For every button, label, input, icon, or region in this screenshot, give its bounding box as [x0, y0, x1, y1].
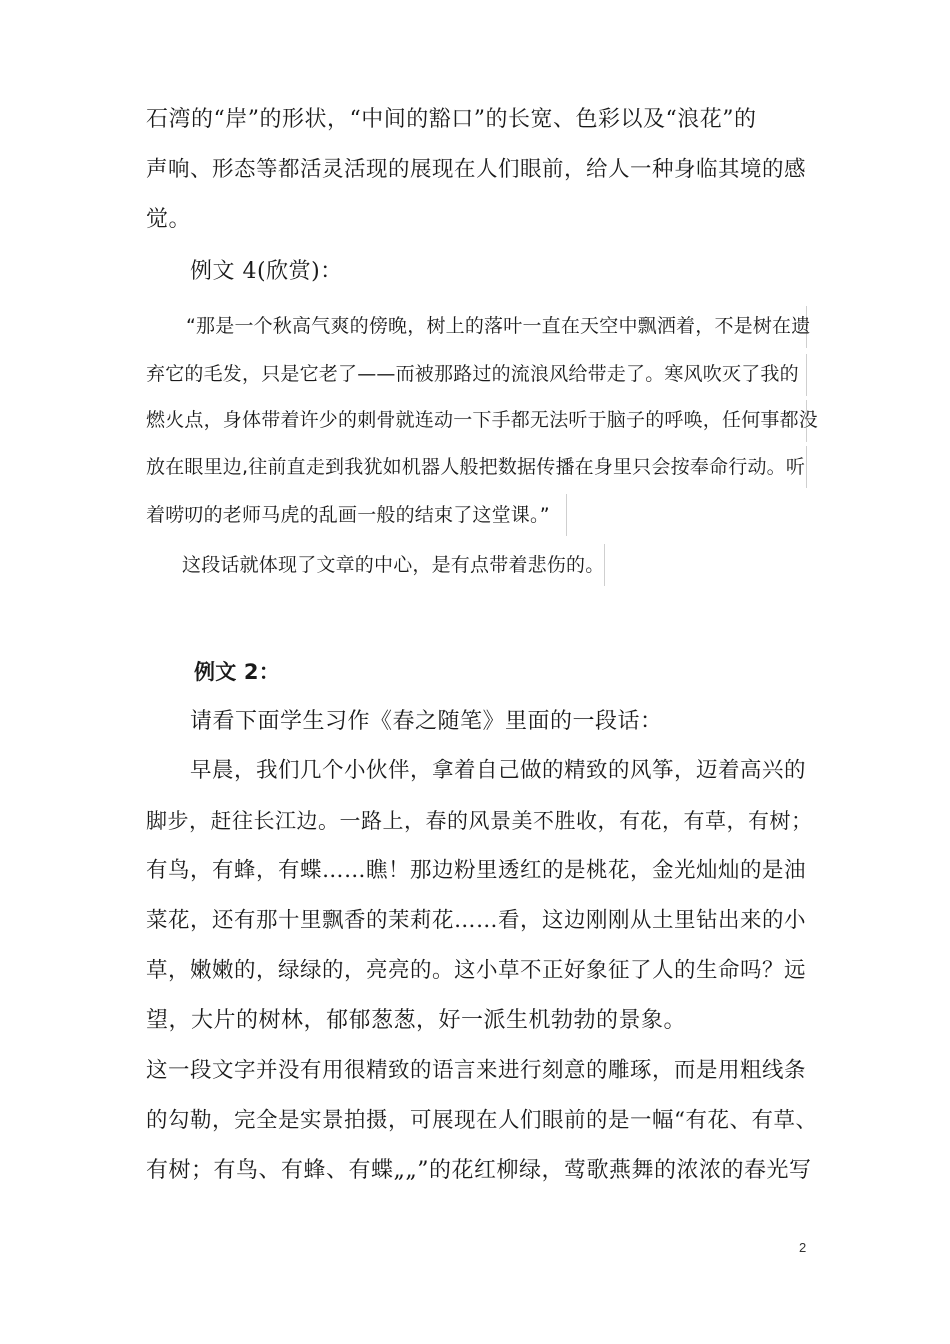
- essay-line: 早晨，我们几个小伙伴，拿着自己做的精致的风筝，迈着高兴的: [190, 758, 807, 783]
- paragraph-line: 觉。: [146, 207, 192, 232]
- example-2-heading: 例文 2：: [194, 660, 280, 684]
- example-2-intro: 请看下面学生习作《春之随笔》里面的一段话：: [190, 709, 663, 734]
- quote-line: 弃它的毛发，只是它老了——而被那路过的流浪风给带走了。寒风吹灭了我的: [146, 363, 799, 385]
- essay-line: 草，嫩嫩的，绿绿的，亮亮的。这小草不正好象征了人的生命吗？远: [146, 958, 807, 983]
- page-number: 2: [799, 1240, 807, 1255]
- paragraph-line: 石湾的“岸”的形状，“中间的豁口”的长宽、色彩以及“浪花”的: [146, 107, 757, 132]
- essay-line: 望，大片的树林，郁郁葱葱，好一派生机勃勃的景象。: [146, 1008, 687, 1033]
- essay-line: 菜花，还有那十里飘香的茉莉花……看，这边刚刚从土里钻出来的小: [146, 908, 807, 933]
- example-4-heading: 例文 4(欣赏)：: [190, 259, 343, 284]
- quote-comment: 这段话就体现了文章的中心，是有点带着悲伤的。: [182, 554, 605, 576]
- analysis-line: 的勾勒，完全是实景拍摄，可展现在人们眼前的是一幅“有花、有草、: [146, 1108, 818, 1133]
- paragraph-line: 声响、形态等都活灵活现的展现在人们眼前，给人一种身临其境的感: [146, 157, 807, 182]
- quote-line: 放在眼里边,往前直走到我犹如机器人般把数据传播在身里只会按奉命行动。听: [146, 456, 806, 478]
- quote-line: 着唠叨的老师马虎的乱画一般的结束了这堂课。”: [146, 504, 550, 526]
- analysis-line: 有树；有鸟、有蜂、有蝶„„”的花红柳绿，莺歌燕舞的浓浓的春光写: [146, 1158, 812, 1183]
- quote-line: “那是一个秋高气爽的傍晚，树上的落叶一直在天空中飘洒着，不是树在遗: [186, 315, 811, 337]
- essay-line: 脚步，赶往长江边。一路上，春的风景美不胜收，有花，有草，有树；: [146, 809, 813, 833]
- essay-line: 有鸟，有蜂，有蝶……瞧！那边粉里透红的是桃花，金光灿灿的是油: [146, 858, 807, 883]
- analysis-line: 这一段文字并没有用很精致的语言来进行刻意的雕琢，而是用粗线条: [146, 1058, 807, 1083]
- quote-line: 燃火点，身体带着许少的刺骨就连动一下手都无法听于脑子的呼唤，任何事都没: [146, 409, 819, 431]
